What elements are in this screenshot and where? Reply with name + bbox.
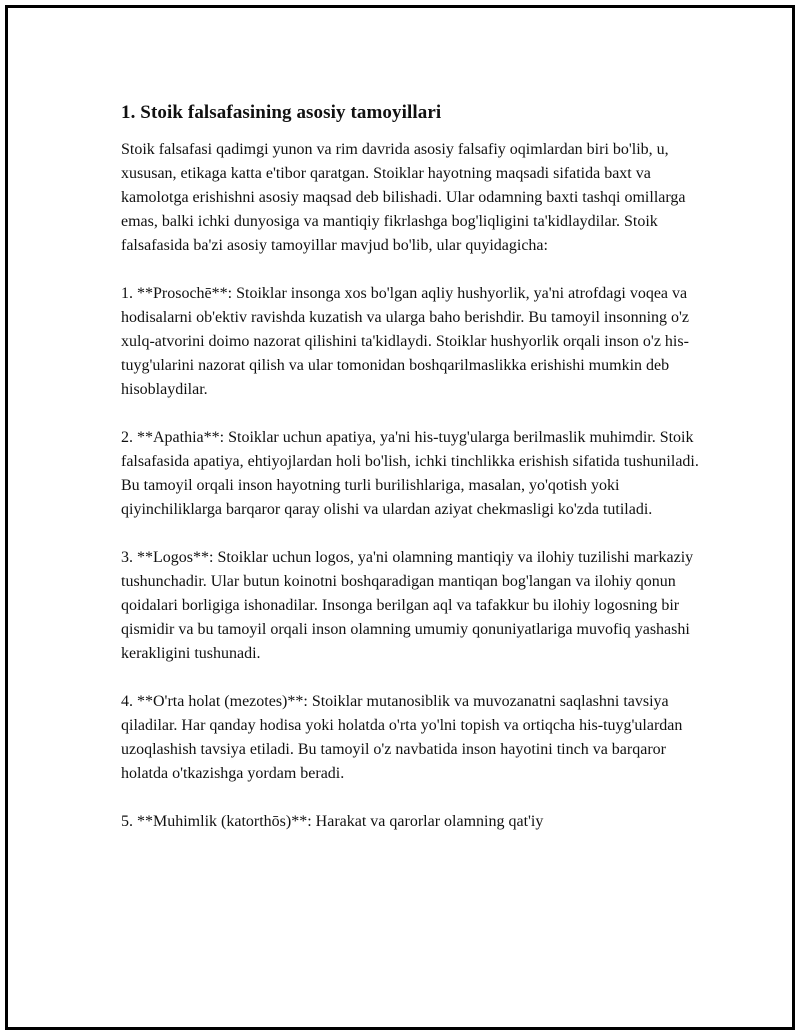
principle-paragraph-logos: 3. **Logos**: Stoiklar uchun logos, ya'ni olamning mantiqiy va ilohiy tuzilishi markaziy tushunchadir. Ular butun koinotni boshqaradigan mantiqan bog'langan va ilohiy qonun qoidalari borligiga ishonadilar. Insonga berilgan aql va tafakkur bu ilohiy logosning bir qismidir va bu tamoyil orqali inson olamning umumiy qonuniyatlariga muvofiq yashashi kerakligini tushunadi. (121, 549, 694, 662)
section-heading: 1. Stoik falsafasining asosiy tamoyillari (121, 102, 442, 123)
principle-paragraph-prosoche: 1. **Prosochē**: Stoiklar insonga xos bo'lgan aqliy hushyorlik, ya'ni atrofdagi voqea va hodisalarni ob'ektiv ravishda kuzatish va ularga baho berishdir. Bu tamoyil insonning o'z xulq-atvorini doimo nazorat qilishini ta'kidlaydi. Stoiklar hushyorlik orqali inson o'z his-tuyg'ularini nazorat qilish va ular tomonidan boshqarilmaslikka erishishi mumkin deb hisoblaydilar. (121, 285, 690, 398)
intro-paragraph: Stoik falsafasi qadimgi yunon va rim davrida asosiy falsafiy oqimlardan biri bo'lib, u, xususan, etikaga katta e'tibor qaratgan. Stoiklar hayotning maqsadi sifatida baxt va kamolotga erishishni asosiy maqsad deb bilishadi. Ular odamning baxti tashqi omillarga emas, balki ichki dunyosiga va mantiqiy fikrlashga bog'liqligini ta'kidlaydilar. Stoik falsafasida ba'zi asosiy tamoyillar mavjud bo'lib, ular quyidagicha: (121, 141, 686, 254)
principle-paragraph-apathia: 2. **Apathia**: Stoiklar uchun apatiya, ya'ni his-tuyg'ularga berilmaslik muhimdir. Stoik falsafasida apatiya, ehtiyojlardan holi bo'lish, ichki tinchlikka erishish sifatida tushuniladi. Bu tamoyil orqali inson hayotning turli burilishlariga, masalan, yo'qotish yoki qiyinchiliklarga barqaror qaray olishi va ulardan aziyat chekmasligi ko'zda tutiladi. (121, 429, 699, 518)
principle-paragraph-katorthos: 5. **Muhimlik (katorthōs)**: Harakat va qarorlar olamning qat'iy (121, 813, 544, 830)
document-body (121, 100, 701, 858)
document-page (5, 5, 795, 1030)
principle-paragraph-mezotes: 4. **O'rta holat (mezotes)**: Stoiklar mutanosiblik va muvozanatni saqlashni tavsiya qiladilar. Har qanday hodisa yoki holatda o'rta yo'lni topish va ortiqcha his-tuyg'ulardan uzoqlashish tavsiya etiladi. Bu tamoyil o'z navbatida inson hayotini tinch va barqaror holatda o'tkazishga yordam beradi. (121, 693, 683, 782)
